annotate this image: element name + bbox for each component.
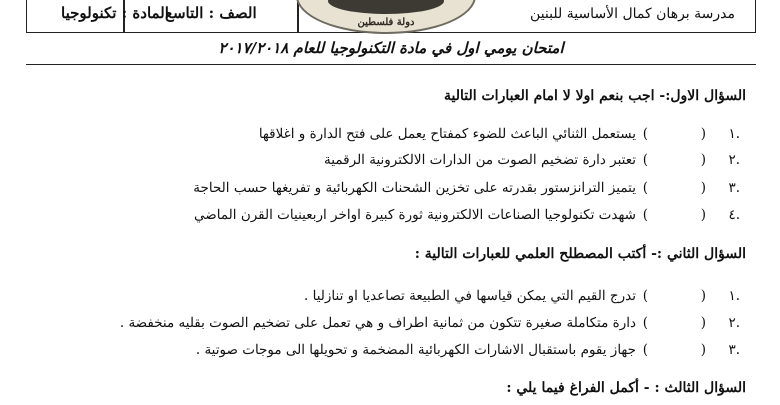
question-text: دارة متكاملة صغيرة تتكون من ثمانية اطراف و هي تعمل على تضخيم الصوت بقليه منخفضة . (119, 315, 636, 331)
question-row (40, 180, 740, 200)
question-number: .٢ (728, 315, 740, 331)
question-number: .٣ (728, 342, 740, 358)
answer-paren-open: ( (700, 126, 706, 142)
question-number: .١ (728, 288, 740, 304)
question-text: يتميز الترانزستور بقدرته على تخزين الشحنات الكهربائية و تفريغها حسب الحاجة (193, 180, 636, 196)
answer-paren-open: ( (700, 288, 706, 304)
answer-paren-close: ) (642, 126, 648, 142)
question-row (40, 342, 740, 362)
answer-paren-close: ) (642, 342, 648, 358)
grade-label: الصف : التاسع (165, 4, 257, 22)
logo-text: دولة فلسطين (357, 17, 415, 28)
answer-paren-open: ( (700, 207, 706, 223)
school-name: مدرسة برهان كمال الأساسية للبنين (530, 6, 735, 22)
section-title-2: السؤال الثاني :- أكتب المصطلح العلمي للعبارات التالية : (414, 246, 746, 262)
answer-paren-open: ( (700, 180, 706, 196)
answer-paren-open: ( (700, 342, 706, 358)
answer-paren-close: ) (642, 152, 648, 168)
subject-label: المادة : تكنولوجيا (61, 4, 169, 22)
section-title-3: السؤال الثالث : - أكمل الفراغ فيما يلي : (506, 380, 746, 396)
answer-paren-close: ) (642, 180, 648, 196)
question-row (40, 152, 740, 172)
answer-paren-close: ) (642, 315, 648, 331)
question-text: شهدت تكنولوجيا الصناعات الالكترونية ثورة كبيرة اواخر اربعينيات القرن الماضي (194, 207, 636, 223)
question-number: .٤ (728, 207, 740, 223)
answer-paren-close: ) (642, 207, 648, 223)
section-title-1: السؤال الاول:- اجب بنعم اولا لا امام العبارات التالية (443, 88, 746, 104)
question-row (40, 126, 740, 146)
answer-paren-open: ( (700, 152, 706, 168)
question-text: تعتبر دارة تضخيم الصوت من الدارات الالكترونية الرقمية (324, 152, 636, 168)
question-row (40, 207, 740, 227)
question-row (40, 315, 740, 335)
question-text: يستعمل الثنائي الباعث للضوء كمفتاح يعمل على فتح الدارة و اغلاقها (258, 126, 636, 142)
question-text: جهاز يقوم باستقبال الاشارات الكهربائية المضخمة و تحويلها الى موجات صوتية . (195, 342, 636, 358)
question-number: .١ (728, 126, 740, 142)
question-number: .٢ (728, 152, 740, 168)
question-text: تدرج القيم التي يمكن قياسها في الطبيعة تصاعديا او تنازليا . (304, 288, 636, 304)
exam-title: امتحان يومي اول في مادة التكنولوجيا للعام ٢٠١٧/٢٠١٨ (26, 33, 756, 65)
logo-emblem (328, 0, 444, 14)
question-number: .٣ (728, 180, 740, 196)
question-row (40, 288, 740, 308)
answer-paren-open: ( (700, 315, 706, 331)
answer-paren-close: ) (642, 288, 648, 304)
